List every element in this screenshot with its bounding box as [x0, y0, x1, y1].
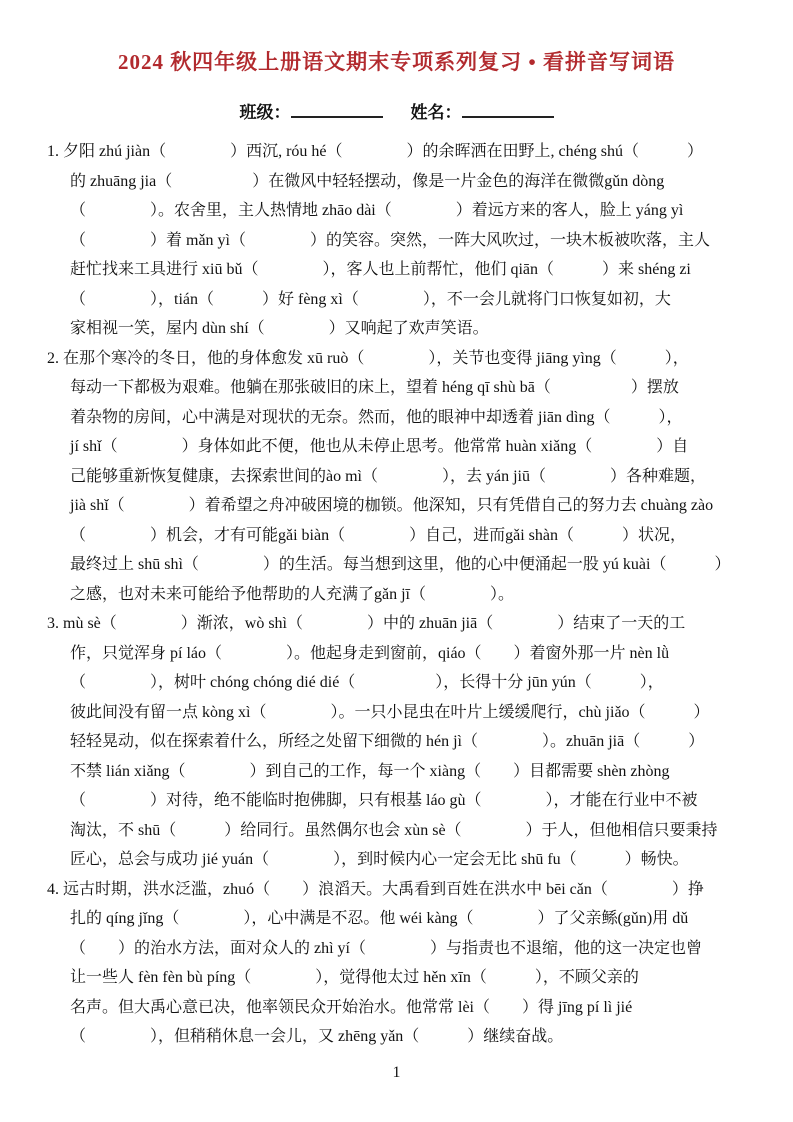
- class-name-row: [0, 98, 793, 123]
- text-line: 彼此间没有留一点 kòng xì（ ）。一只小昆虫在叶片上缓缓爬行，chù jiǎo（ ）: [70, 703, 710, 721]
- page-title: 2024 秋四年级上册语文期末专项系列复习 • 看拼音写词语: [117, 50, 676, 74]
- worksheet-body: [47, 137, 765, 1052]
- text-line: （ ），tián（ ）好 fèng xì（ ），不一会儿就将门口恢复如初，大: [70, 290, 671, 308]
- text-line: 不禁 lián xiǎng（ ）到自己的工作，每一个 xiàng（ ）目都需要 shèn zhòng: [70, 762, 670, 780]
- class-label: 班级：: [239, 103, 291, 122]
- text-line: 己能够重新恢复健康，去探索世间的ào mì（ ），去 yán jiū（ ）各种难题，: [70, 467, 706, 485]
- text-line: （ ）的治水方法，面对众人的 zhì yí（ ）与指责也不退缩，他的这一决定也曾: [70, 939, 702, 957]
- paragraph-3: [47, 609, 765, 875]
- text-line: （ ）着 mǎn yì（ ）的笑容。突然，一阵大风吹过，一块木板被吹落，主人: [70, 231, 710, 249]
- text-line: 让一些人 fèn fèn bù píng（ ），觉得他太过 hěn xīn（ ），不顾父亲的: [70, 969, 639, 986]
- text-line: 着杂物的房间，心中满是对现状的无奈。然而，他的眼神中却透着 jiān dìng（ ），: [70, 408, 683, 426]
- text-line: 扎的 qíng jǐng（ ），心中满是不忍。他 wéi kàng（ ）了父亲鲧(gǔn)用 dǔ: [70, 910, 689, 927]
- text-line: 4. 远古时期，洪水泛滥，zhuó（ ）浪滔天。大禹看到百姓在洪水中 bēi cǎn（ ）挣: [47, 880, 704, 898]
- text-line: 2. 在那个寒冷的冬日，他的身体愈发 xū ruò（ ），关节也变得 jiāng yìng（ ），: [47, 349, 689, 367]
- name-blank: [462, 101, 554, 118]
- text-line: （ ）。农舍里，主人热情地 zhāo dài（ ）着远方来的客人，脸上 yáng yì: [70, 202, 684, 219]
- text-line: （ ），树叶 chóng chóng dié dié（ ），长得十分 jūn yún（ ），: [70, 674, 664, 691]
- text-line: 名声。但大禹心意已决，他率领民众开始治水。他常常 lèi（ ）得 jīng pí lì jié: [70, 998, 633, 1016]
- paragraph-4: [47, 875, 765, 1052]
- text-line: 1. 夕阳 zhú jiàn（ ）西沉, róu hé（ ）的余晖洒在田野上, chéng shú（ ）: [47, 143, 703, 160]
- text-line: jià shǐ（ ）着希望之舟冲破困境的枷锁。他深知，只有凭借自己的努力去 chuàng zào: [70, 497, 714, 514]
- text-line: （ ）机会，才有可能gǎi biàn（ ）自己，进而gǎi shàn（ ）状况，: [70, 526, 686, 544]
- text-line: 匠心，总会与成功 jié yuán（ ），到时候内心一定会无比 shū fu（ ）畅快。: [70, 851, 689, 868]
- class-blank: [291, 101, 383, 118]
- text-line: 轻轻晃动，似在探索着什么，所经之处留下细微的 hén jì（ ）。zhuān jiā（ ）: [70, 733, 705, 750]
- paragraph-1: [47, 137, 765, 344]
- text-line: jí shǐ（ ）身体如此不便，他也从未停止思考。他常常 huàn xiǎng（ ）自: [70, 438, 689, 455]
- text-line: 的 zhuāng jia（ ）在微风中轻轻摆动，像是一片金色的海洋在微微gǔn dòng: [70, 172, 665, 190]
- text-line: 之感，也对未来可能给予他帮助的人充满了gǎn jī（ ）。: [70, 585, 514, 603]
- text-line: （ ）对待，绝不能临时抱佛脚，只有根基 láo gù（ ），才能在行业中不被: [70, 792, 698, 809]
- text-line: 每动一下都极为艰难。他躺在那张破旧的床上，望着 héng qī shù bā（ ）摆放: [70, 379, 679, 396]
- paragraph-2: [47, 344, 765, 610]
- text-line: 作，只觉浑身 pí láo（ ）。他起身走到窗前，qiáo（ ）着窗外那一片 nèn lǜ: [70, 644, 670, 662]
- text-line: 最终过上 shū shì（ ）的生活。每当想到这里，他的心中便涌起一股 yú kuài（ ）: [70, 556, 731, 573]
- text-line: （ ），但稍稍休息一会儿，又 zhēng yǎn（ ）继续奋战。: [70, 1028, 564, 1045]
- text-line: 淘汰，不 shū（ ）给同行。虽然偶尔也会 xùn sè（ ）于人，但他相信只要秉持: [70, 821, 718, 839]
- text-line: 3. mù sè（ ）渐浓，wò shì（ ）中的 zhuān jiā（ ）结束了一天的工: [47, 615, 686, 632]
- page-number: 1: [392, 1064, 401, 1081]
- text-line: 家相视一笑，屋内 dùn shí（ ）又响起了欢声笑语。: [70, 320, 489, 337]
- name-label: 姓名：: [410, 103, 462, 122]
- text-line: 赶忙找来工具进行 xiū bǔ（ ），客人也上前帮忙，他们 qiān（ ）来 shéng zi: [70, 261, 691, 278]
